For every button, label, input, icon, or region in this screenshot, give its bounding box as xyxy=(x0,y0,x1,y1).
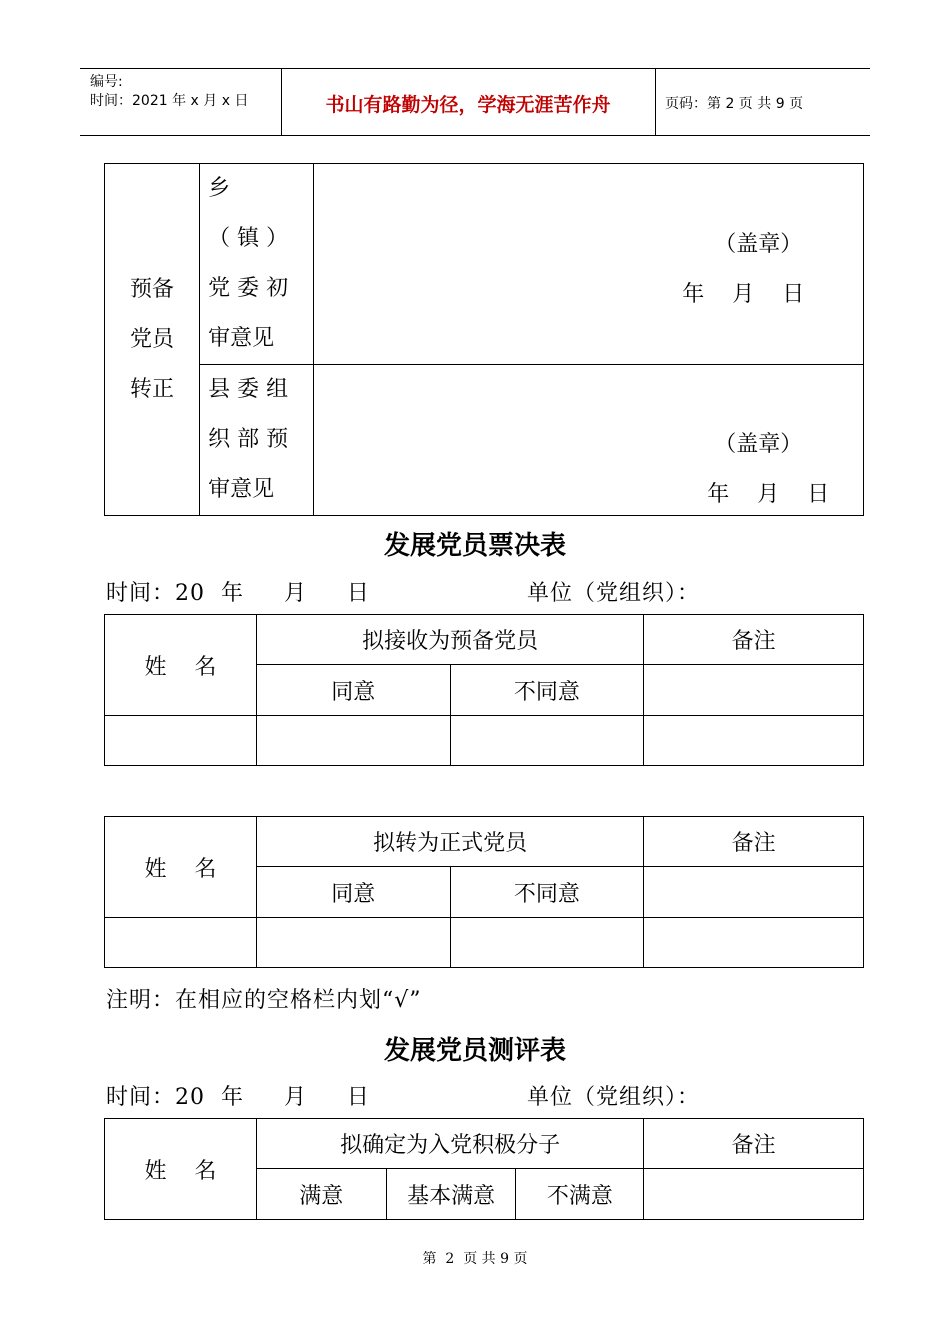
name-cell[interactable] xyxy=(105,918,257,968)
serial-label: 编号: xyxy=(90,74,123,90)
remark-cell[interactable] xyxy=(644,1169,864,1220)
disagree-header: 不同意 xyxy=(450,665,644,716)
header-page-info: 页码：第 2 页 共 9 页 xyxy=(665,96,804,112)
name-cell[interactable] xyxy=(105,716,257,766)
remark-cell[interactable] xyxy=(644,918,864,968)
name-header: 姓 名 xyxy=(105,817,257,918)
label-line: 乡 xyxy=(208,176,231,201)
main-header: 拟转为正式党员 xyxy=(256,817,643,867)
header-divider-right xyxy=(655,68,656,135)
eval-time-line: 时间：20 年 月 日 xyxy=(106,1085,370,1110)
vote-table-formal xyxy=(104,816,864,968)
agree-cell[interactable] xyxy=(256,716,450,766)
probationary-label-line: 党员 xyxy=(130,326,175,352)
satisfied-header: 满意 xyxy=(256,1169,386,1220)
remark-cell[interactable] xyxy=(644,716,864,766)
label-line: 审意见 xyxy=(208,477,275,502)
vote-unit-line: 单位（党组织）： xyxy=(527,581,701,606)
header-time: 时间：2021 年 x 月 x 日 xyxy=(90,93,249,109)
header-bottom-rule xyxy=(80,135,870,136)
seal-text: （盖章） xyxy=(714,432,803,457)
table-row xyxy=(105,918,864,968)
table-row xyxy=(105,716,864,766)
eval-table-title: 发展党员测评表 xyxy=(383,1036,566,1066)
header-motto: 书山有路勤为径，学海无涯苦作舟 xyxy=(325,94,611,116)
township-opinion-cell[interactable] xyxy=(314,164,864,365)
label-line: 织 部 预 xyxy=(208,427,289,452)
probationary-label-cell xyxy=(105,164,200,516)
county-opinion-label xyxy=(200,365,314,516)
disagree-header: 不同意 xyxy=(450,867,644,918)
remark-header: 备注 xyxy=(644,817,864,867)
remark-cell[interactable] xyxy=(644,867,864,918)
disagree-cell[interactable] xyxy=(450,716,644,766)
approval-table xyxy=(104,163,864,516)
main-header: 拟接收为预备党员 xyxy=(256,615,643,665)
name-header: 姓 名 xyxy=(105,615,257,716)
remark-header: 备注 xyxy=(644,615,864,665)
basic-satisfied-header: 基本满意 xyxy=(386,1169,516,1220)
remark-cell[interactable] xyxy=(644,665,864,716)
vote-time-line: 时间：20 年 月 日 xyxy=(106,581,370,606)
label-line: （ 镇 ） xyxy=(208,226,289,251)
name-header: 姓 名 xyxy=(105,1119,257,1220)
vote-note: 注明：在相应的空格栏内划“√” xyxy=(106,988,422,1013)
agree-cell[interactable] xyxy=(256,918,450,968)
header-top-rule xyxy=(80,68,870,69)
eval-unit-line: 单位（党组织）： xyxy=(527,1085,701,1110)
township-opinion-label xyxy=(200,164,314,365)
eval-table xyxy=(104,1118,864,1220)
county-opinion-cell[interactable] xyxy=(314,365,864,516)
unsatisfied-header: 不满意 xyxy=(516,1169,644,1220)
agree-header: 同意 xyxy=(256,867,450,918)
date-text: 年 月 日 xyxy=(682,282,805,307)
remark-header: 备注 xyxy=(644,1119,864,1169)
label-line: 审意见 xyxy=(208,326,275,351)
vote-table-title: 发展党员票决表 xyxy=(383,531,566,561)
probationary-label-line: 转正 xyxy=(130,376,175,402)
agree-header: 同意 xyxy=(256,665,450,716)
label-line: 党 委 初 xyxy=(208,276,289,301)
vote-table-probationary xyxy=(104,614,864,766)
seal-text: （盖章） xyxy=(714,232,803,257)
label-line: 县 委 组 xyxy=(208,377,289,402)
disagree-cell[interactable] xyxy=(450,918,644,968)
date-text: 年 月 日 xyxy=(707,482,830,507)
probationary-label-line: 预备 xyxy=(130,276,175,302)
page-footer: 第 2 页 共 9 页 xyxy=(422,1251,528,1267)
main-header: 拟确定为入党积极分子 xyxy=(256,1119,643,1169)
